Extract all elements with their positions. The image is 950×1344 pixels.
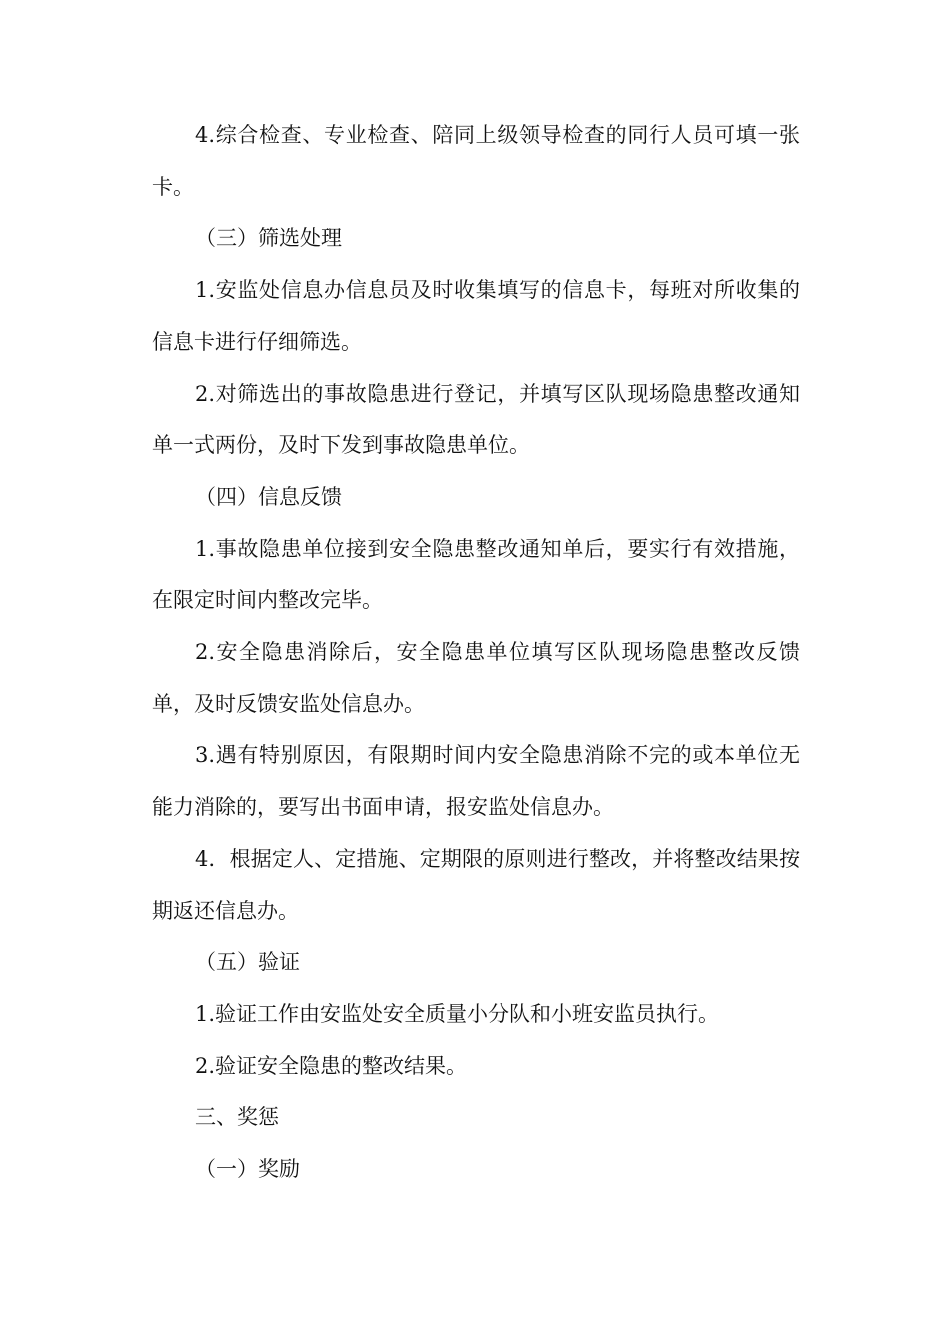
paragraph: 2.安全隐患消除后，安全隐患单位填写区队现场隐患整改反馈单，及时反馈安监处信息办。: [152, 640, 800, 716]
paragraph: 3.遇有特别原因，有限期时间内安全隐患消除不完的或本单位无能力消除的，要写出书面申请，报安监处信息办。: [152, 743, 800, 820]
section-heading: （三）筛选处理: [195, 226, 342, 251]
body-text: [152, 110, 800, 1196]
paragraph: 1.验证工作由安监处安全质量小分队和小班安监员执行。: [195, 1001, 720, 1026]
paragraph: 2.对筛选出的事故隐患进行登记，并填写区队现场隐患整改通知单一式两份，及时下发到事故隐患单位。: [152, 381, 800, 458]
paragraph: 4.综合检查、专业检查、陪同上级领导检查的同行人员可填一张卡。: [152, 123, 800, 199]
paragraph: 4．根据定人、定措施、定期限的原则进行整改，并将整改结果按期返还信息办。: [152, 846, 800, 923]
section-heading: （一）奖励: [195, 1157, 300, 1182]
paragraph: 2.验证安全隐患的整改结果。: [195, 1053, 468, 1078]
section-heading: （五）验证: [195, 950, 300, 975]
chapter-heading: 三、奖惩: [195, 1105, 279, 1130]
paragraph: 1.事故隐患单位接到安全隐患整改通知单后，要实行有效措施，在限定时间内整改完毕。: [152, 536, 800, 613]
section-heading: （四）信息反馈: [195, 484, 342, 509]
paragraph: 1.安监处信息办信息员及时收集填写的信息卡，每班对所收集的信息卡进行仔细筛选。: [152, 278, 800, 354]
